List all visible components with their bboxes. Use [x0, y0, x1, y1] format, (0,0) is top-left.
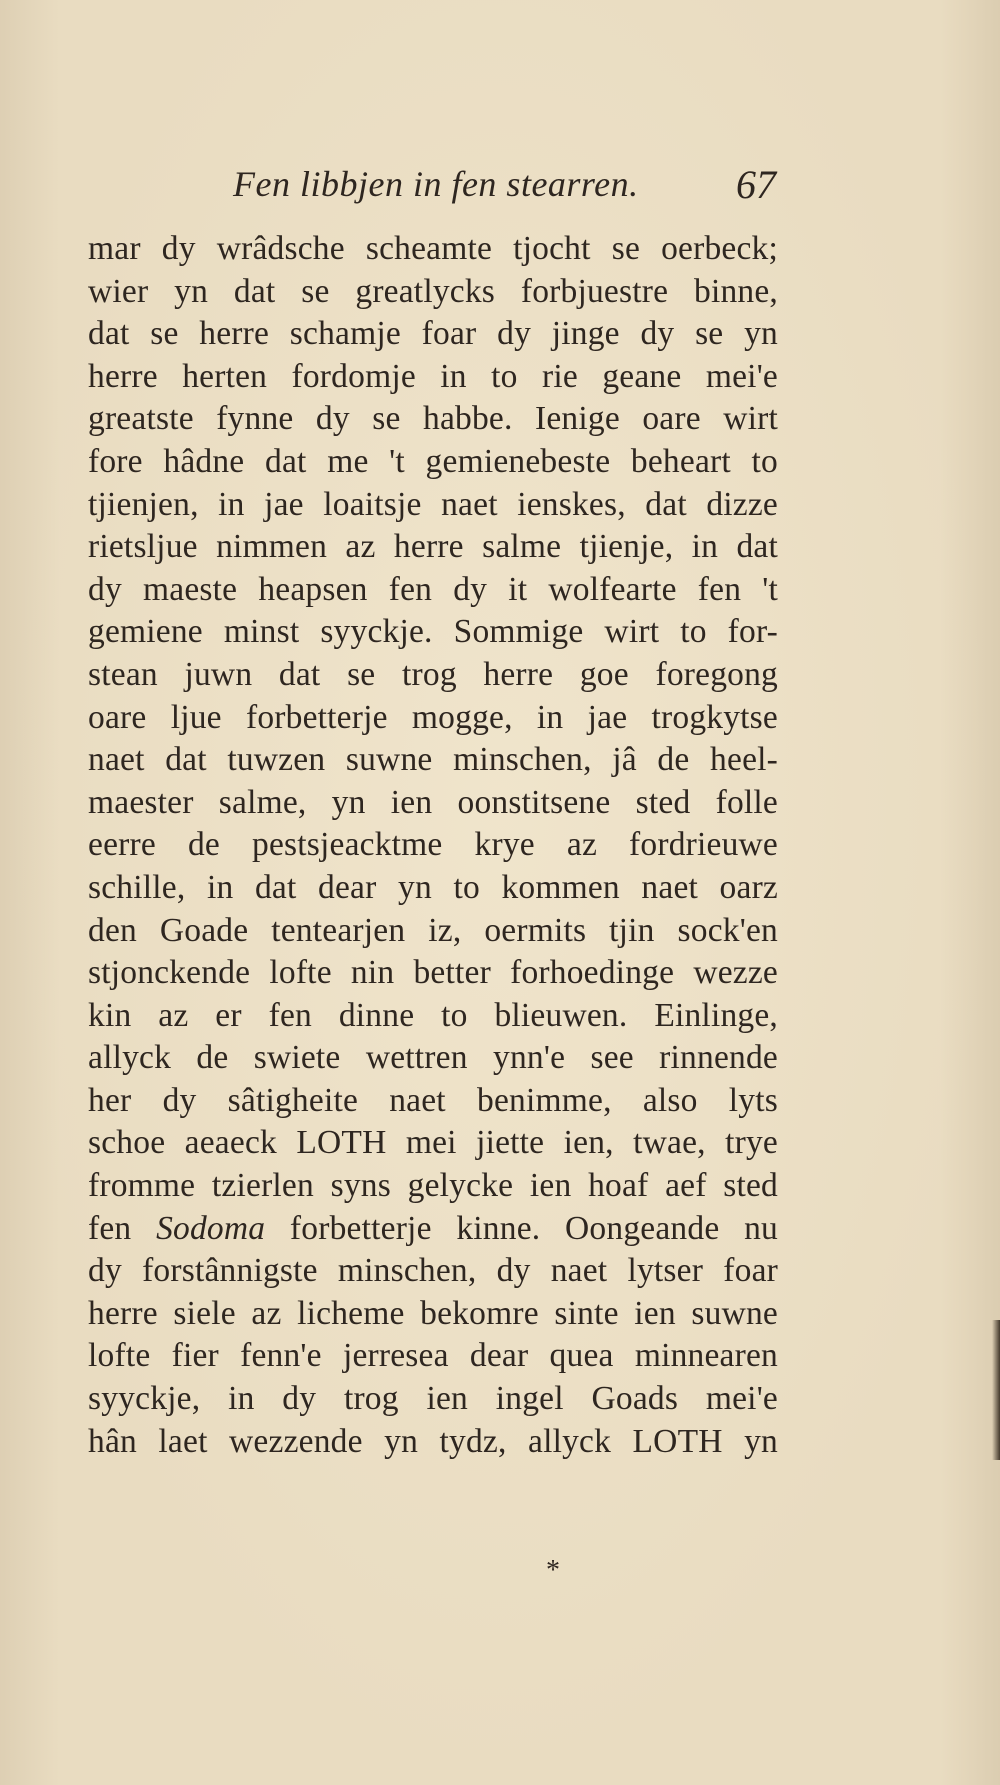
- page-edge-shadow: [992, 1320, 1000, 1460]
- text-line: lofte fier fenn'e jerresea dear quea minnearen: [88, 1337, 778, 1375]
- body-text: [88, 228, 778, 1463]
- italic-place-name: Sodoma: [156, 1209, 266, 1247]
- running-title: Fen libbjen in fen stearren.: [233, 164, 639, 204]
- text-line: den Goade tentearjen iz, oermits tjin sock'en: [88, 911, 778, 949]
- text-line-with-italic: [88, 1208, 778, 1251]
- text-line: fore hâdne dat me 't gemienebeste beheart to: [88, 442, 778, 480]
- text-line: herre siele az licheme bekomre sinte ien suwne: [88, 1294, 778, 1332]
- text-line: dy forstânnigste minschen, dy naet lytser foar: [88, 1252, 778, 1290]
- text-segment: forbetterje kinne. Oongeande nu: [265, 1209, 778, 1247]
- text-line: fromme tzierlen syns gelycke ien hoaf aef sted: [88, 1167, 778, 1205]
- text-line: schoe aeaeck LOTH mei jiette ien, twae, trye: [88, 1124, 778, 1162]
- text-line: oare ljue forbetterje mogge, in jae trogkytse: [88, 698, 778, 736]
- text-line: rietsljue nimmen az herre salme tjienje, in dat: [88, 528, 778, 566]
- page-header: [0, 155, 1000, 205]
- text-line: maester salme, yn ien oonstitsene sted folle: [88, 783, 778, 821]
- text-line: herre herten fordomje in to rie geane mei'e: [88, 357, 778, 395]
- text-line: tjienjen, in jae loaitsje naet ienskes, dat dizze: [88, 485, 778, 523]
- text-line: stjonckende lofte nin better forhoedinge wezze: [88, 954, 778, 992]
- text-line: syyckje, in dy trog ien ingel Goads mei'e: [88, 1380, 778, 1418]
- text-line: mar dy wrâdsche scheamte tjocht se oerbeck;: [88, 230, 778, 267]
- text-line: stean juwn dat se trog herre goe foregong: [88, 655, 778, 693]
- text-segment: fen: [88, 1209, 157, 1247]
- text-line: greatste fynne dy se habbe. Ienige oare wirt: [88, 400, 778, 438]
- text-line: dat se herre schamje foar dy jinge dy se yn: [88, 315, 778, 353]
- signature-mark: *: [546, 1555, 560, 1586]
- text-line: her dy sâtigheite naet benimme, also lyts: [88, 1081, 778, 1119]
- text-line: dy maeste heapsen fen dy it wolfearte fen 't: [88, 570, 778, 608]
- text-line: hân laet wezzende yn tydz, allyck LOTH yn: [88, 1422, 778, 1460]
- text-line: allyck de swiete wettren ynn'e see rinnende: [88, 1039, 778, 1077]
- text-line: gemiene minst syyckje. Sommige wirt to for-: [88, 613, 778, 651]
- text-line: eerre de pestsjeacktme krye az fordrieuwe: [88, 826, 778, 864]
- text-line: naet dat tuwzen suwne minschen, jâ de heel-: [88, 741, 778, 779]
- text-line: kin az er fen dinne to blieuwen. Einlinge,: [88, 996, 778, 1034]
- text-line: wier yn dat se greatlycks forbjuestre binne,: [88, 272, 778, 310]
- text-line: schille, in dat dear yn to kommen naet oarz: [88, 868, 778, 906]
- page-number: 67: [736, 162, 776, 207]
